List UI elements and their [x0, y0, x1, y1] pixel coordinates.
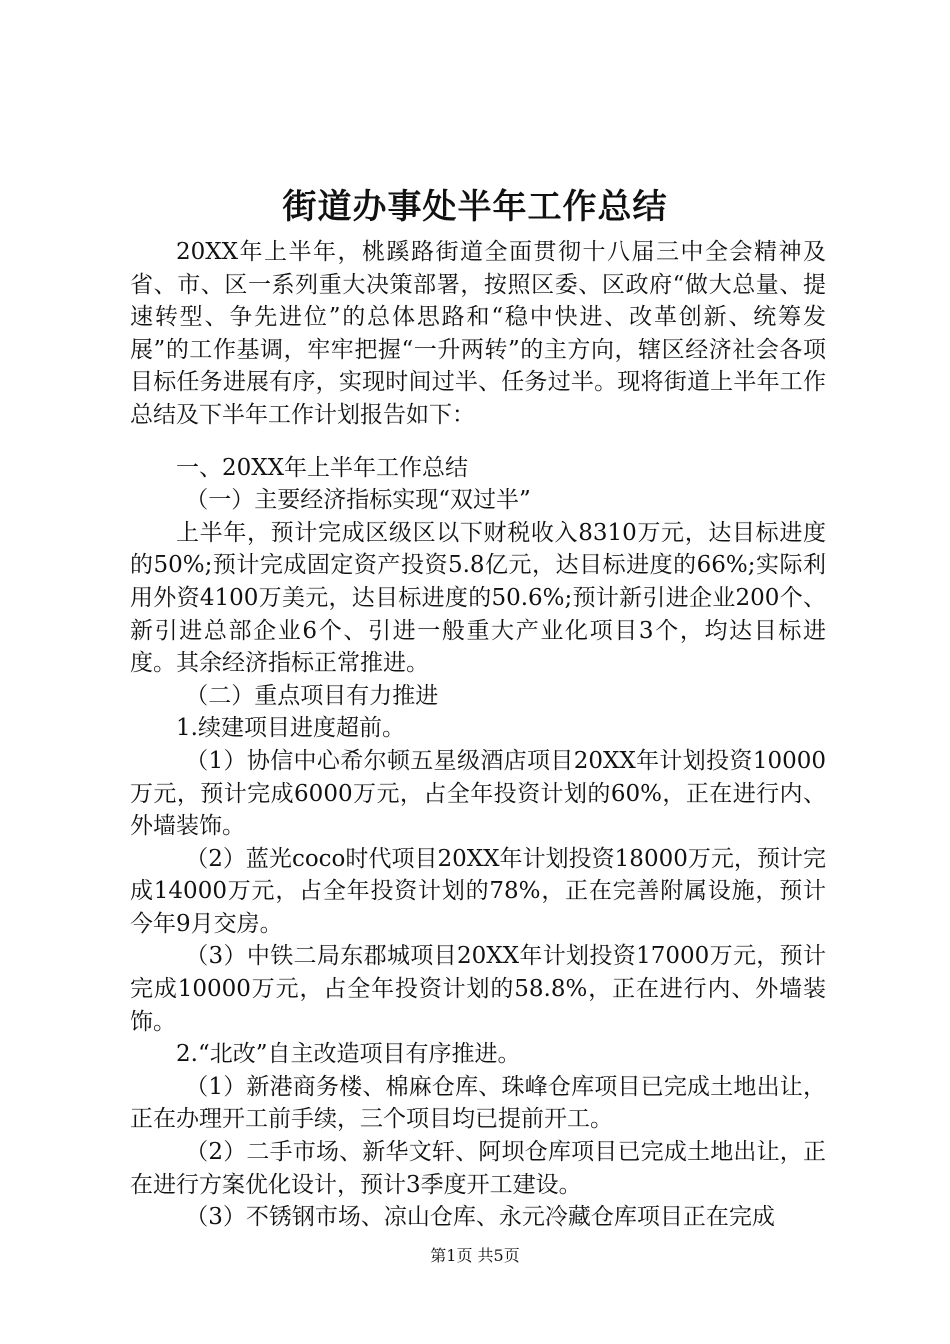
body-paragraph: 上半年，预计完成区级区以下财税收入8310万元，达目标进度的50%;预计完成固定资产投资5.8亿元，达目标进度的66%;实际利用外资4100万美元，达目标进度的50.6%;预计新引进企业200个、新引进总部企业6个、引进一般重大产业化项目3个，均达目标进度。其余经济指标正常推进。: [130, 519, 826, 677]
intro-paragraph: 20XX年上半年，桃蹊路街道全面贯彻十八届三中全会精神及省、市、区一系列重大决策部署，按照区委、区政府“做大总量、提速转型、争先进位”的总体思路和“稳中快进、改革创新、统筹发展”的工作基调，牢牢把握“一升两转”的主方向，辖区经济社会各项目标任务进展有序，实现时间过半、任务过半。现将街道上半年工作总结及下半年工作计划报告如下：: [130, 239, 826, 428]
section-heading: 一、20XX年上半年工作总结: [176, 454, 469, 481]
list-item: （3）不锈钢市场、凉山仓库、永元冷藏仓库项目正在完成: [185, 1204, 775, 1231]
list-item: （2）蓝光coco时代项目20XX年计划投资18000万元，预计完成14000万元，占全年投资计划的78%，正在完善附属设施，预计今年9月交房。: [130, 845, 826, 937]
page-indicator: 第1页 共5页: [430, 1246, 520, 1265]
document-body: [130, 236, 826, 1234]
list-heading: 2.“北改”自主改造项目有序推进。: [176, 1041, 521, 1068]
document-title: 街道办事处半年工作总结: [282, 187, 668, 227]
list-item: （1）协信中心希尔顿五星级酒店项目20XX年计划投资10000万元，预计完成6000万元，占全年投资计划的60%，正在进行内、外墙装饰。: [130, 747, 826, 840]
list-heading: 1.续建项目进度超前。: [176, 715, 405, 742]
subsection-heading: （一）主要经济指标实现“双过半”: [185, 487, 531, 514]
list-item: （3）中铁二局东郡城项目20XX年计划投资17000万元，预计完成10000万元，占全年投资计划的58.8%，正在进行内、外墙装饰。: [130, 943, 826, 1035]
list-item: （2）二手市场、新华文轩、阿坝仓库项目已完成土地出让，正在进行方案优化设计，预计3季度开工建设。: [130, 1139, 826, 1198]
list-item: （1）新港商务楼、棉麻仓库、珠峰仓库项目已完成土地出让，正在办理开工前手续，三个项目均已提前开工。: [130, 1073, 826, 1133]
subsection-heading: （二）重点项目有力推进: [185, 682, 439, 709]
